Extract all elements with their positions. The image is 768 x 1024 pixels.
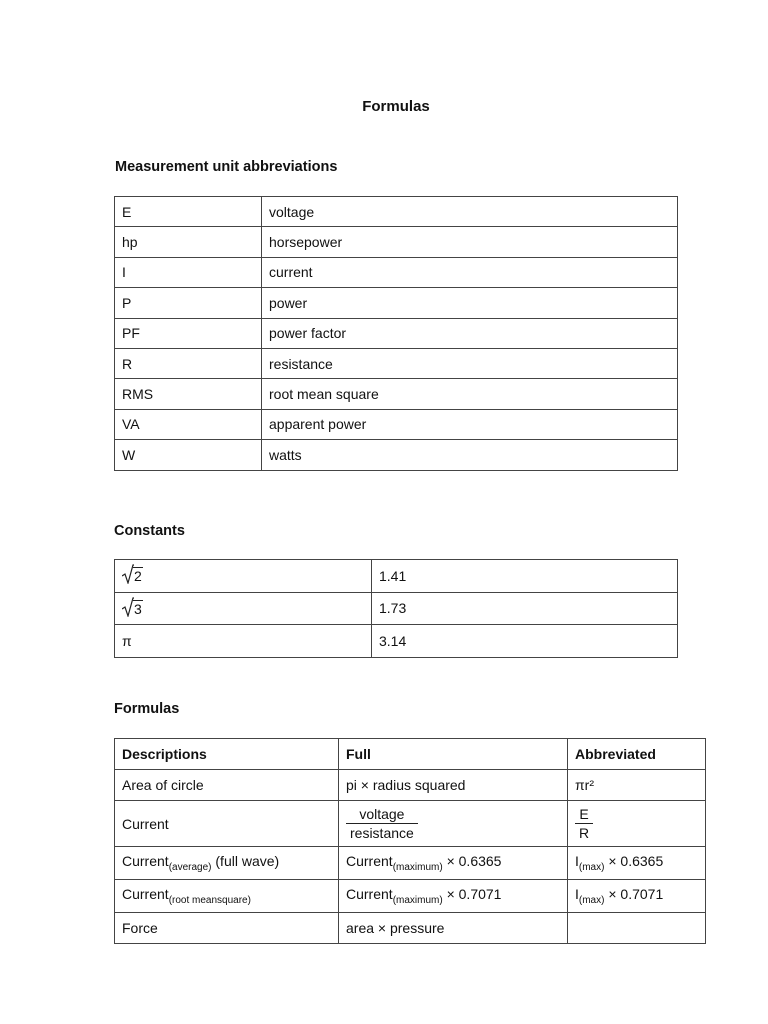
formula-full: pi × radius squared	[339, 770, 568, 801]
constant-symbol: π	[115, 625, 372, 658]
unit-meaning: horsepower	[262, 227, 678, 257]
formula-full	[339, 847, 568, 880]
formula-description	[115, 847, 339, 880]
unit-meaning: current	[262, 257, 678, 287]
formula-description: Area of circle	[115, 770, 339, 801]
desc-main: Current	[122, 853, 169, 869]
header-abbreviated: Abbreviated	[568, 739, 706, 770]
full-suffix: × 0.6365	[442, 853, 502, 869]
radicand: 3	[134, 600, 142, 617]
unit-meaning: power	[262, 288, 678, 318]
full-suffix: × 0.7071	[442, 886, 502, 902]
unit-meaning: resistance	[262, 348, 678, 378]
table-row	[115, 440, 678, 470]
unit-abbreviation: RMS	[115, 379, 262, 409]
full-subscript: (maximum)	[392, 862, 443, 873]
table-row	[115, 913, 706, 944]
constants-table	[114, 559, 678, 658]
constant-value: 1.73	[372, 592, 678, 625]
numerator: voltage	[359, 806, 405, 822]
formula-abbreviated	[568, 801, 706, 847]
page-title: Formulas	[362, 98, 430, 115]
table-row	[115, 847, 706, 880]
unit-abbreviation: I	[115, 257, 262, 287]
formula-full: area × pressure	[339, 913, 568, 944]
constants-heading: Constants	[114, 523, 185, 539]
unit-meaning: power factor	[262, 318, 678, 348]
table-row	[115, 257, 678, 287]
unit-meaning: apparent power	[262, 409, 678, 439]
abbr-suffix: × 0.6365	[604, 853, 664, 869]
desc-main: Current	[122, 886, 169, 902]
formula-abbreviated	[568, 880, 706, 913]
full-main: Current	[346, 853, 393, 869]
table-row	[115, 227, 678, 257]
header-full: Full	[339, 739, 568, 770]
full-subscript: (maximum)	[392, 895, 443, 906]
numerator: E	[579, 806, 589, 822]
unit-abbreviation: VA	[115, 409, 262, 439]
fraction	[346, 806, 418, 841]
formula-abbreviated	[568, 913, 706, 944]
table-row	[115, 318, 678, 348]
table-row	[115, 625, 678, 658]
formula-abbreviated: πr²	[568, 770, 706, 801]
unit-abbreviation: PF	[115, 318, 262, 348]
abbr-main: I	[575, 853, 579, 869]
denominator: resistance	[346, 823, 418, 841]
denominator: R	[575, 823, 593, 841]
unit-abbreviation: P	[115, 288, 262, 318]
abbr-main: I	[575, 886, 579, 902]
constant-value: 1.41	[372, 560, 678, 593]
table-row	[115, 379, 678, 409]
table-row	[115, 348, 678, 378]
formula-full	[339, 880, 568, 913]
table-row	[115, 592, 678, 625]
formula-abbreviated	[568, 847, 706, 880]
desc-subscript: (root meansquare)	[168, 895, 251, 906]
table-row	[115, 409, 678, 439]
table-row	[115, 801, 706, 847]
unit-meaning: voltage	[262, 197, 678, 227]
abbr-subscript: (max)	[578, 895, 605, 906]
sqrt-symbol	[122, 597, 143, 617]
formulas-table	[114, 738, 706, 944]
table-row	[115, 288, 678, 318]
unit-meaning: root mean square	[262, 379, 678, 409]
abbr-subscript: (max)	[578, 862, 605, 873]
sqrt-symbol	[122, 564, 143, 584]
table-row	[115, 197, 678, 227]
desc-subscript: (average)	[168, 862, 212, 873]
unit-abbreviation: E	[115, 197, 262, 227]
unit-abbreviation: W	[115, 440, 262, 470]
units-heading: Measurement unit abbreviations	[115, 159, 338, 175]
abbr-suffix: × 0.7071	[604, 886, 664, 902]
table-row	[115, 770, 706, 801]
formula-description: Force	[115, 913, 339, 944]
formulas-heading: Formulas	[114, 701, 180, 717]
formula-description	[115, 880, 339, 913]
formula-description: Current	[115, 801, 339, 847]
desc-suffix: (full wave)	[211, 853, 280, 869]
unit-abbreviation: hp	[115, 227, 262, 257]
constant-symbol	[115, 592, 372, 625]
table-header-row	[115, 739, 706, 770]
unit-abbreviation: R	[115, 348, 262, 378]
unit-meaning: watts	[262, 440, 678, 470]
constant-symbol	[115, 560, 372, 593]
table-row	[115, 560, 678, 593]
header-descriptions: Descriptions	[115, 739, 339, 770]
units-table	[114, 196, 678, 471]
formula-full	[339, 801, 568, 847]
constant-value: 3.14	[372, 625, 678, 658]
table-row	[115, 880, 706, 913]
fraction	[575, 806, 593, 841]
radicand: 2	[134, 568, 142, 585]
full-main: Current	[346, 886, 393, 902]
